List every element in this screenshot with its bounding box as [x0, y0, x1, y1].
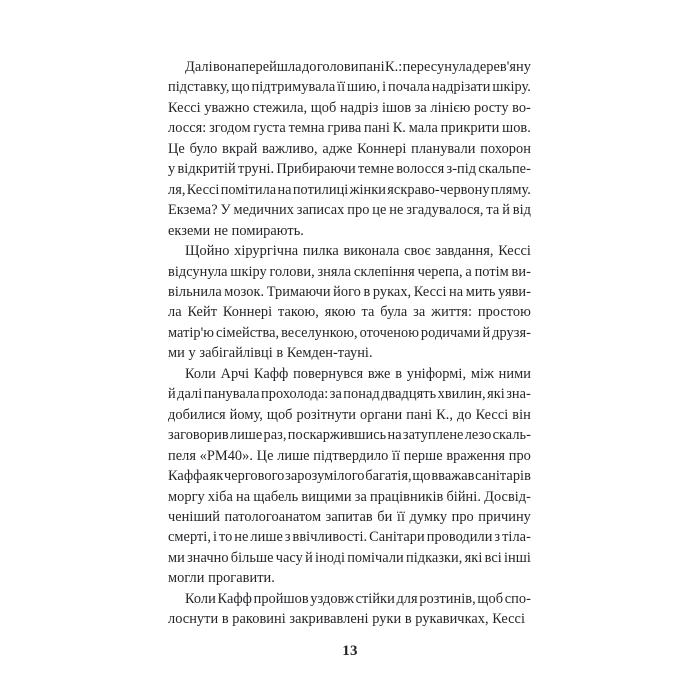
word: згодом: [209, 120, 251, 137]
word: стежила,: [253, 99, 308, 116]
word: для: [396, 590, 418, 607]
word: багатія,: [365, 468, 412, 485]
text-line: ми у забігайлівці в Кемден-тауні.: [168, 345, 373, 362]
word: про: [451, 508, 474, 525]
word: веселункою,: [281, 324, 358, 341]
word: «РМ40».: [199, 447, 254, 464]
paragraph: [168, 364, 531, 589]
word: її: [396, 508, 405, 525]
word: часу: [275, 549, 303, 566]
word: важливо,: [262, 140, 318, 157]
word: К.: [392, 120, 406, 137]
text-line: екземи не помирають.: [168, 222, 304, 239]
word: потім: [474, 263, 509, 280]
word: оточеною: [359, 324, 419, 341]
text-line: могли прогавити.: [168, 570, 275, 587]
word: щоб: [310, 99, 337, 116]
word: що: [412, 468, 431, 485]
word: інші: [504, 549, 531, 566]
word: волосся: [396, 161, 445, 178]
word: з: [284, 529, 291, 546]
text-line: [168, 139, 531, 159]
word: та: [486, 202, 500, 219]
word: такою,: [278, 304, 319, 321]
word: поскаржившись: [287, 427, 387, 444]
word: вищими: [301, 488, 352, 505]
word: шию,: [347, 79, 381, 96]
word: Екзема?: [168, 202, 218, 219]
word: до: [457, 406, 472, 423]
word: ви-: [511, 263, 531, 280]
word: адже: [322, 140, 353, 157]
page-number: 13: [342, 643, 358, 659]
word: підказки,: [406, 549, 463, 566]
word: за: [354, 488, 367, 505]
word: Коли: [185, 365, 216, 382]
word: прикрити: [440, 120, 500, 137]
word: його: [333, 283, 361, 300]
word: від: [512, 202, 531, 219]
word: у: [168, 161, 176, 178]
word: лише: [277, 447, 310, 464]
word: про: [508, 447, 531, 464]
word: Кессі: [186, 181, 220, 198]
word: панувала: [203, 386, 260, 403]
word: вкрай: [222, 140, 258, 157]
word: на: [236, 488, 251, 505]
text-line: [168, 282, 531, 302]
text-line: [168, 262, 531, 282]
word: які: [464, 549, 483, 566]
word: своє: [404, 243, 431, 260]
word: й: [168, 386, 176, 403]
word: в: [395, 365, 403, 382]
word: щабель: [253, 488, 299, 505]
word: голови,: [269, 263, 315, 280]
word: друзя-: [492, 324, 531, 341]
word: бійні.: [446, 488, 481, 505]
word: шкіру: [230, 263, 267, 280]
word: Санітари: [369, 529, 425, 546]
word: далі: [177, 386, 203, 403]
word: чергового: [223, 468, 285, 485]
word: пилка: [302, 243, 339, 260]
word: враження: [446, 447, 506, 464]
text-line: [168, 384, 531, 404]
word: добилися: [168, 406, 226, 423]
word: підставку,: [168, 79, 230, 96]
word: мозок.: [224, 283, 265, 300]
word: зна-: [506, 386, 531, 403]
word: він: [512, 406, 531, 423]
word: пляму.: [490, 181, 531, 198]
paragraph: [168, 57, 531, 241]
word: жінки: [349, 181, 387, 198]
word: простою: [477, 304, 531, 321]
word: У: [220, 202, 231, 219]
text-line: [168, 364, 531, 384]
word: пані: [364, 120, 390, 137]
page-text-block: [168, 57, 531, 630]
word: уніформі,: [406, 365, 467, 382]
word: зняла: [317, 263, 352, 280]
word: щоб: [266, 406, 293, 423]
text-line: [168, 446, 531, 466]
word: про: [347, 202, 370, 219]
word: відкритій: [177, 161, 236, 178]
word: була: [380, 304, 408, 321]
word: лосся:: [168, 120, 207, 137]
text-line: [168, 323, 531, 343]
word: смерті,: [168, 529, 211, 546]
word: з: [494, 529, 501, 546]
word: мить: [465, 283, 496, 300]
text-line: [168, 589, 531, 609]
text-line: [168, 159, 531, 179]
word: черепа,: [417, 263, 463, 280]
word: понад: [343, 386, 380, 403]
word: руках,: [372, 283, 412, 300]
word: би: [377, 508, 393, 525]
word: дерев'яну: [472, 59, 531, 75]
word: вже: [367, 365, 391, 382]
word: моргу: [168, 488, 205, 505]
text-line: [168, 241, 531, 261]
word: Каффа: [168, 468, 209, 485]
text-line: [168, 118, 531, 138]
word: темна: [288, 120, 325, 137]
word: вона: [212, 59, 242, 75]
word: надрізати: [431, 79, 491, 96]
word: мала: [408, 120, 438, 137]
word: було: [189, 140, 218, 157]
word: склепіння: [353, 263, 415, 280]
word: уяви-: [498, 283, 531, 300]
word: Щойно: [185, 243, 230, 260]
word: вільнила: [168, 283, 222, 300]
word: на: [449, 283, 464, 300]
word: Досвід-: [484, 488, 531, 505]
word: які: [487, 386, 505, 403]
word: хіба: [207, 488, 233, 505]
word: вважав: [431, 468, 475, 485]
word: між: [470, 365, 494, 382]
text-line: [168, 487, 531, 507]
word: згадувалося,: [406, 202, 484, 219]
word: Кессі: [413, 283, 447, 300]
word: якою: [324, 304, 356, 321]
word: та: [361, 304, 375, 321]
word: як: [209, 468, 224, 485]
word: й: [502, 202, 510, 219]
word: і: [382, 79, 387, 96]
word: записах: [296, 202, 345, 219]
word: заговорив: [168, 427, 229, 444]
word: шкіру.: [492, 79, 531, 96]
word: не: [234, 529, 249, 546]
word: скальпе-: [478, 161, 531, 178]
word: почала: [388, 79, 431, 96]
word: Арчі: [220, 365, 250, 382]
word: Кейт: [187, 304, 218, 321]
word: щоб: [477, 590, 504, 607]
word: підтримувала: [251, 79, 336, 96]
word: хірургічна: [234, 243, 299, 260]
word: й: [482, 324, 491, 341]
word: ми: [168, 549, 185, 566]
word: запитав: [325, 508, 373, 525]
word: грива: [327, 120, 362, 137]
word: Кессі: [475, 406, 509, 423]
text-line: [168, 405, 531, 425]
word: планували: [411, 140, 476, 157]
word: пані: [358, 59, 385, 75]
text-line: [168, 77, 531, 97]
word: до: [301, 59, 317, 75]
word: розітнути: [296, 406, 357, 423]
word: всі: [484, 549, 502, 566]
word: тіла-: [502, 529, 531, 546]
word: голови: [316, 59, 359, 75]
word: Кессі: [168, 99, 201, 116]
word: Коннері: [357, 140, 407, 157]
word: це: [372, 202, 387, 219]
word: сімейства,: [215, 324, 280, 341]
word: помічали: [347, 549, 404, 566]
word: санітарів: [475, 468, 531, 485]
text-line: [168, 57, 531, 77]
word: матір'ю: [168, 324, 215, 341]
word: стійки: [355, 590, 395, 607]
word: потилиці: [292, 181, 349, 198]
word: хвилин,: [437, 386, 486, 403]
word: життя:: [431, 304, 472, 321]
word: пеля: [168, 447, 196, 464]
word: надріз: [339, 99, 379, 116]
word: на: [277, 181, 292, 198]
word: за: [329, 386, 342, 403]
text-line: [168, 466, 531, 486]
word: не: [389, 202, 404, 219]
word: скаль-: [492, 427, 531, 444]
word: спо-: [504, 590, 531, 607]
word: Це: [168, 140, 185, 157]
word: на: [387, 427, 402, 444]
word: проводили: [426, 529, 493, 546]
text-line: [168, 425, 531, 445]
word: зарозумілого: [285, 468, 365, 485]
word: лише: [250, 529, 283, 546]
paragraph: [168, 589, 531, 630]
text-line: [168, 527, 531, 547]
word: в: [363, 283, 371, 300]
word: й: [305, 549, 313, 566]
paragraph: [168, 241, 531, 364]
word: росту: [473, 99, 509, 116]
word: Прибираючи: [276, 161, 356, 178]
word: К.:: [385, 59, 403, 75]
word: перейшла: [241, 59, 302, 75]
text-line: [168, 548, 531, 568]
word: прохолода:: [261, 386, 329, 403]
word: Кафф: [253, 365, 289, 382]
word: родичами: [420, 324, 481, 341]
word: густа: [253, 120, 286, 137]
word: органи: [360, 406, 403, 423]
word: більше: [230, 549, 274, 566]
word: ченіший: [168, 508, 220, 525]
word: К.,: [436, 406, 454, 423]
text-line: [168, 302, 531, 322]
word: ла: [168, 304, 182, 321]
word: йому,: [229, 406, 263, 423]
word: з-під: [446, 161, 477, 178]
word: відсунула: [168, 263, 228, 280]
word: Далі: [185, 59, 213, 75]
word: думку: [409, 508, 448, 525]
word: Кафф: [217, 590, 252, 607]
word: двадцять: [381, 386, 437, 403]
word: лезо: [464, 427, 492, 444]
word: ввічливості.: [292, 529, 368, 546]
word: Кессі: [498, 243, 531, 260]
word: яскраво-червону: [387, 181, 490, 198]
word: підтвердило: [313, 447, 389, 464]
word: завдання,: [435, 243, 494, 260]
word: труні.: [238, 161, 275, 178]
text-line: лоснути в раковині закривавлені руки в рукавичках, Кессі: [168, 611, 525, 628]
word: а: [465, 263, 472, 280]
word: Коли: [185, 590, 216, 607]
word: уздовж: [310, 590, 354, 607]
word: ними: [498, 365, 531, 382]
word: Тримаючи: [266, 283, 331, 300]
text-line: [168, 200, 531, 220]
word: помітила: [220, 181, 277, 198]
word: ля,: [168, 181, 186, 198]
word: Це: [256, 447, 274, 464]
word: значно: [187, 549, 229, 566]
word: розтинів,: [419, 590, 476, 607]
word: її: [337, 79, 346, 96]
word: темне: [357, 161, 394, 178]
word: ішов: [381, 99, 412, 116]
word: лише: [229, 427, 263, 444]
text-line: [168, 507, 531, 527]
word: во-: [512, 99, 531, 116]
word: за: [414, 99, 427, 116]
word: патологоанатом: [224, 508, 322, 525]
word: Коннері: [222, 304, 273, 321]
word: перше: [403, 447, 443, 464]
word: пересунула: [402, 59, 473, 75]
text-line: [168, 180, 531, 200]
text-line: [168, 98, 531, 118]
word: іноді: [315, 549, 345, 566]
word: лінією: [430, 99, 471, 116]
word: що: [231, 79, 250, 96]
word: пані: [406, 406, 433, 423]
word: то: [218, 529, 233, 546]
word: уважно: [204, 99, 250, 116]
word: і: [212, 529, 217, 546]
word: похорон: [480, 140, 531, 157]
word: раз,: [263, 427, 287, 444]
word: працівників: [370, 488, 444, 505]
word: шов.: [502, 120, 531, 137]
word: пройшов: [253, 590, 309, 607]
word: повернувся: [293, 365, 364, 382]
word: затуплене: [402, 427, 464, 444]
word: виконала: [343, 243, 400, 260]
word: її: [392, 447, 401, 464]
word: причину: [478, 508, 531, 525]
word: за: [413, 304, 426, 321]
word: медичних: [233, 202, 294, 219]
